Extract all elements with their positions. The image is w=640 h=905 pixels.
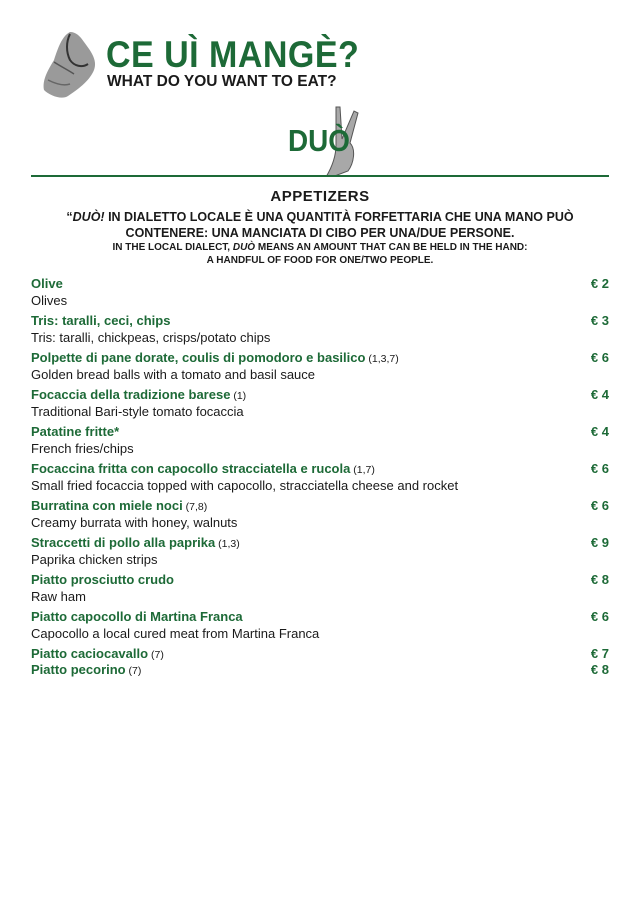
item-description: Creamy burrata with honey, walnuts [31,515,238,530]
item-name [31,276,609,293]
item-name [31,609,609,626]
quote-text: IN DIALETTO LOCALE È UNA QUANTITÀ FORFETTARIA CHE UNA MANO PUÒ [104,210,574,224]
item-name-text: Focaccia della tradizione barese [31,387,231,402]
item-price: € 4 [590,424,609,439]
item-price: € 2 [590,276,609,291]
item-name [31,313,609,330]
menu-items [31,276,609,678]
item-name-text: Burratina con miele noci [31,498,183,513]
item-price: € 8 [590,572,609,587]
item-name [31,387,609,404]
item-name-text: Piatto prosciutto crudo [31,572,174,587]
item-allergens: (7) [148,649,164,661]
english-text: IN THE LOCAL DIALECT, [112,242,233,253]
item-price: € 6 [590,609,609,624]
item-name-text: Polpette di pane dorate, coulis di pomodoro e basilico [31,350,366,365]
item-description: Small fried focaccia topped with capocollo, stracciatella cheese and rocket [31,478,459,493]
intro-english-line2: A HANDFUL OF FOOD FOR ONE/TWO PEOPLE. [206,255,434,266]
english-text: MEANS AN AMOUNT THAT CAN BE HELD IN THE HAND: [255,242,528,253]
item-name-text: Patatine fritte* [31,424,120,439]
item-name-text: Tris: taralli, ceci, chips [31,313,171,328]
intro-italian-line1 [0,210,640,224]
item-name [31,350,609,367]
item-allergens: (1,7) [350,464,375,476]
menu-item [31,424,609,461]
menu-item [31,387,609,424]
menu-title: CE UÌ MANGÈ? [106,34,360,75]
item-description: Capocollo a local cured meat from Martina Franca [31,626,320,641]
item-name-text: Olive [31,276,63,291]
menu-item [31,461,609,498]
intro-italian-line2: CONTENERE: UNA MANCIATA DI CIBO PER UNA/DUE PERSONE. [125,226,515,240]
item-description: Tris: taralli, chickpeas, crisps/potato chips [31,330,271,345]
item-name [31,461,609,478]
menu-item [31,313,609,350]
menu-item [31,350,609,387]
item-description: Golden bread balls with a tomato and basil sauce [31,367,316,382]
item-allergens: (7) [125,665,142,677]
item-name-text: Piatto capocollo di Martina Franca [31,609,243,624]
item-name [31,646,609,663]
item-price: € 9 [590,535,609,550]
menu-item [31,276,609,313]
menu-subtitle: WHAT DO YOU WANT TO EAT? [107,73,337,90]
item-allergens: (1,3) [215,538,240,550]
menu-item [31,535,609,572]
item-price: € 7 [590,646,609,661]
pinched-fingers-hand-icon [40,30,100,102]
item-description: Olives [31,293,68,308]
item-name-text: Piatto caciocavallo [31,646,149,661]
item-price: € 6 [590,350,609,365]
header-divider [31,175,609,177]
item-description: Traditional Bari-style tomato focaccia [31,404,244,419]
item-name [31,498,609,515]
menu-item [31,609,609,646]
item-allergens: (1,3,7) [365,353,399,365]
menu-item [31,498,609,535]
item-price: € 3 [590,313,609,328]
item-name-text: Focaccina fritta con capocollo stracciatella e rucola [31,461,351,476]
section-title: APPETIZERS [270,188,370,205]
item-price: € 6 [590,461,609,476]
menu-item [31,646,609,662]
item-name-text: Piatto pecorino [31,662,126,677]
section-logo-duo: DUÒ [288,123,351,158]
item-name [31,662,609,679]
item-allergens: (1) [230,390,247,402]
item-name [31,572,609,589]
menu-item [31,572,609,609]
intro-english-line1 [0,242,640,253]
item-allergens: (7,8) [182,501,208,513]
item-description: Paprika chicken strips [31,552,158,567]
quote-emphasis: DUÒ! [72,210,105,224]
cheese-plates [31,646,609,678]
item-price: € 4 [590,387,609,402]
item-name-text: Straccetti di pollo alla paprika [31,535,216,550]
english-emphasis: DUÒ [232,242,256,253]
item-description: French fries/chips [31,441,134,456]
item-description: Raw ham [31,589,86,604]
item-price: € 6 [590,498,609,513]
item-name [31,424,609,441]
quote-mark: “ [66,210,73,224]
menu-item [31,662,609,678]
item-name [31,535,609,552]
item-price: € 8 [590,662,609,677]
